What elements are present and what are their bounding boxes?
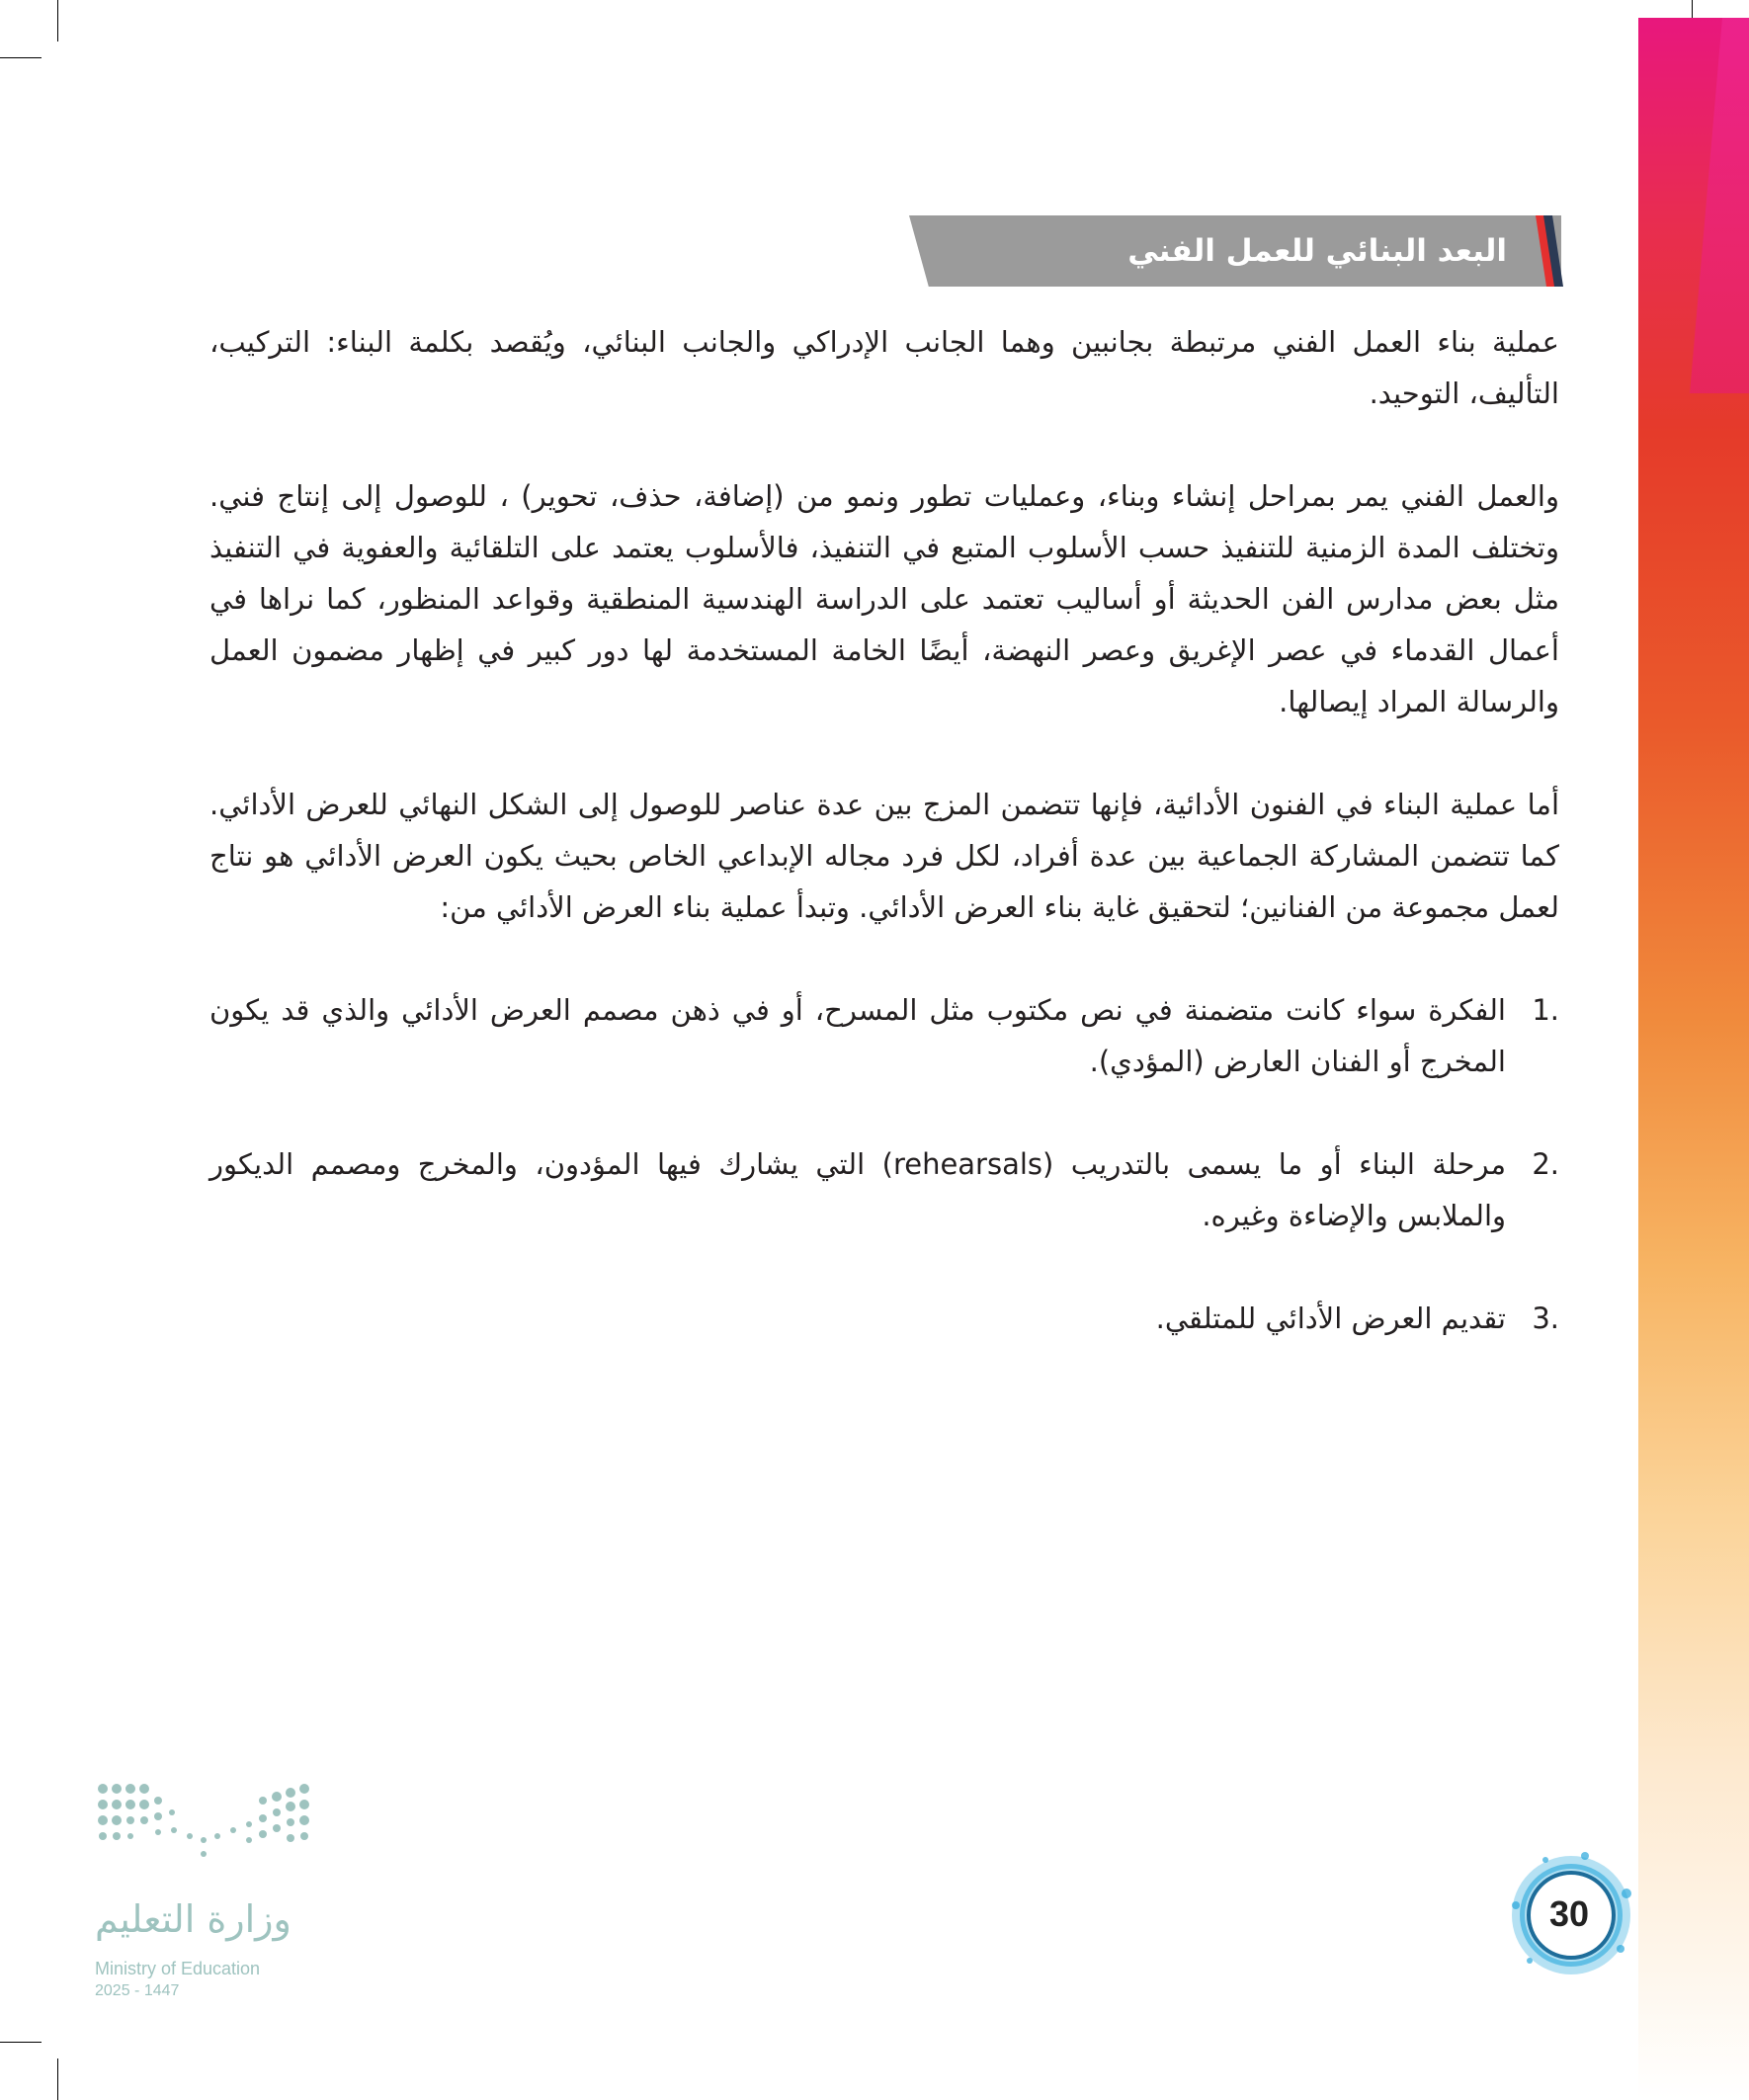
list-item <box>209 984 1559 1087</box>
list-number: 2. <box>1532 1147 1559 1181</box>
page-number: 30 <box>1548 1893 1590 1934</box>
crop-mark <box>57 2058 58 2100</box>
paragraph: والعمل الفني يمر بمراحل إنشاء وبناء، وعمليات تطور ونمو من (إضافة، حذف، تحوير) ، للوصول إلى إنتاج فني. وتختلف المدة الزمنية للتنفيذ حسب الأسلوب المتبع في التنفيذ، فالأسلوب يعتمد على التلقائية والعفوية في التنفيذ مثل بعض مدارس الفن الحديثة أو أساليب تعتمد على الدراسة الهندسية المنطقية وقواعد المنظور، كما نراها في أعمال القدماء في عصر الإغريق وعصر النهضة، أيضًا الخامة المستخدمة لها دور كبير في إظهار مضمون العمل والرسالة المراد إيصالها. <box>209 479 1559 718</box>
list-item-text: الفكرة سواء كانت متضمنة في نص مكتوب مثل المسرح، أو في ذهن مصمم العرض الأدائي والذي قد يكون المخرج أو الفنان العارض (المؤدي). <box>209 993 1506 1078</box>
list-number: 1. <box>1532 993 1559 1027</box>
paragraph: أما عملية البناء في الفنون الأدائية، فإنها تتضمن المزج بين عدة عناصر للوصول إلى الشكل النهائي للعرض الأدائي. كما تتضمن المشاركة الجماعية بين عدة أفراد، لكل فرد مجاله الإبداعي الخاص بحيث يكون العرض الأدائي هو نتاج لعمل مجموعة من الفنانين؛ لتحقيق غاية بناء العرض الأدائي. وتبدأ عملية بناء العرض الأدائي من: <box>209 788 1559 924</box>
body-text <box>209 316 1559 1344</box>
crop-mark <box>0 2042 42 2043</box>
ministry-logo <box>95 1779 322 1999</box>
ministry-year: 2025 - 1447 <box>95 1982 180 1999</box>
ministry-dots-icon <box>95 1779 312 1888</box>
steps-list <box>209 984 1559 1344</box>
section-heading: البعد البنائي للعمل الفني <box>1127 233 1507 269</box>
list-number: 3. <box>1532 1302 1559 1335</box>
list-item <box>209 1138 1559 1241</box>
ministry-name-en: Ministry of Education <box>95 1959 261 1978</box>
list-item <box>209 1293 1559 1344</box>
list-item-text: مرحلة البناء أو ما يسمى بالتدريب (rehearsals) التي يشارك فيها المؤدون، والمخرج ومصمم الديكور والملابس والإضاءة وغيره. <box>209 1147 1507 1232</box>
list-item-text: تقديم العرض الأدائي للمتلقي. <box>1155 1302 1506 1335</box>
crop-mark <box>0 57 42 58</box>
ministry-name-ar: وزارة التعليم <box>95 1897 292 1941</box>
paragraph: عملية بناء العمل الفني مرتبطة بجانبين وهما الجانب الإدراكي والجانب البنائي، ويُقصد بكلمة البناء: التركيب، التأليف، التوحيد. <box>209 325 1559 410</box>
crop-mark <box>57 0 58 42</box>
